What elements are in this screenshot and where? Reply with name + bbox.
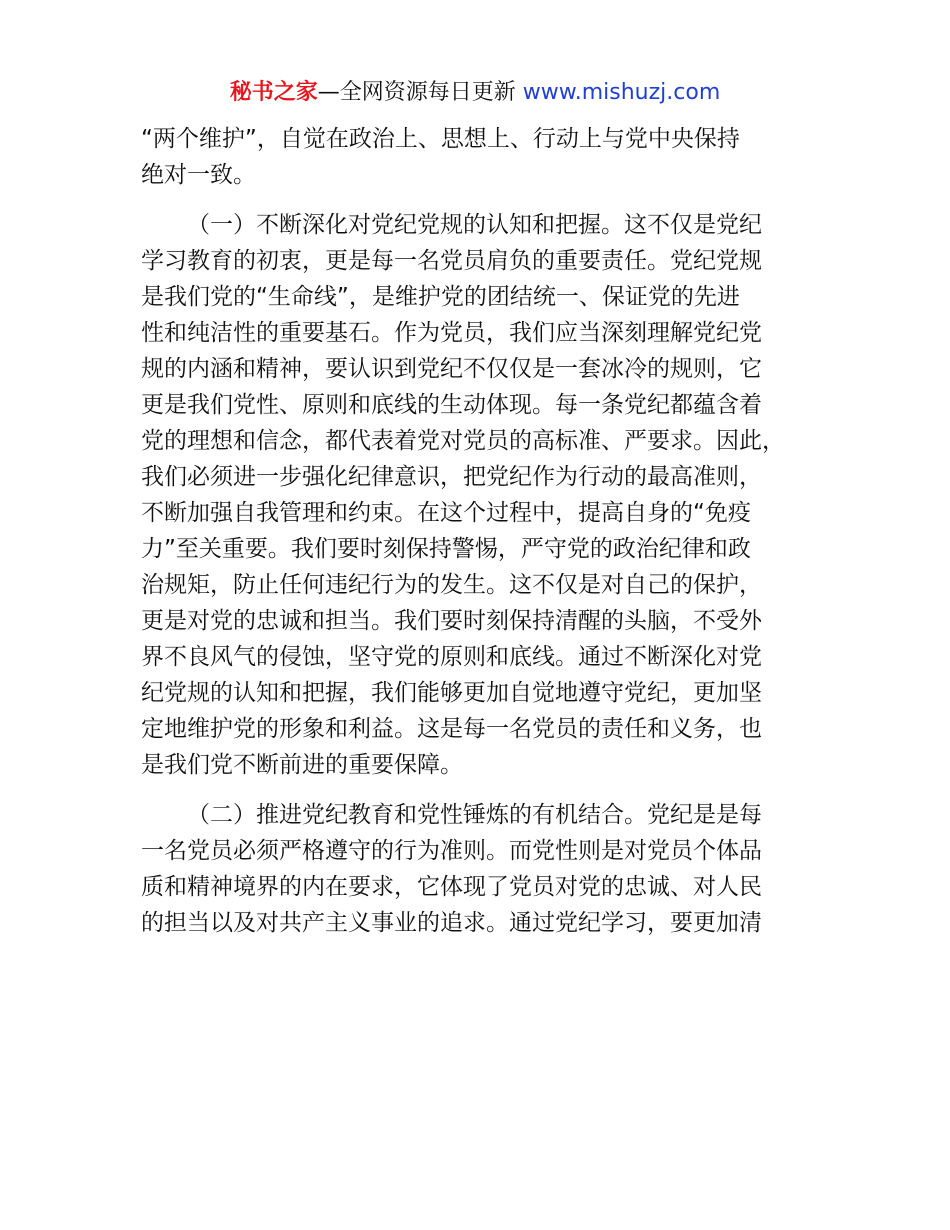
section-heading-line: （一）不断深化对党纪党规的认知和把握。这不仅是党纪 [187, 212, 762, 238]
site-tagline: —全网资源每日更新 [317, 80, 523, 105]
text-line: “两个维护”，自觉在政治上、思想上、行动上与党中央保持 [141, 126, 740, 152]
text-line: 质和精神境界的内在要求，它体现了党员对党的忠诚、对人民 [141, 874, 762, 900]
text-line: 是我们党不断前进的重要保障。 [141, 752, 463, 778]
text-line: 是我们党的“生命线”，是维护党的团结统一、保证党的先进 [141, 284, 740, 310]
text-line: 力”至关重要。我们要时刻保持警惕，严守党的政治纪律和政 [141, 536, 751, 562]
text-line: 党的理想和信念，都代表着党对党员的高标准、严要求。因此， [141, 428, 785, 454]
text-line: 绝对一致。 [141, 162, 256, 188]
text-line: 规的内涵和精神，要认识到党纪不仅仅是一套冰冷的规则，它 [141, 356, 762, 382]
site-header [0, 78, 950, 108]
paragraph-section-two [141, 797, 821, 941]
text-line: 定地维护党的形象和利益。这是每一名党员的责任和义务，也 [141, 716, 762, 742]
text-line: 性和纯洁性的重要基石。作为党员，我们应当深刻理解党纪党 [141, 320, 762, 346]
text-line: 治规矩，防止任何违纪行为的发生。这不仅是对自己的保护， [141, 572, 762, 598]
document-body [141, 121, 821, 941]
paragraph-intro [141, 121, 821, 193]
section-heading-line: （二）推进党纪教育和党性锤炼的有机结合。党纪是是每 [187, 802, 762, 828]
text-line: 的担当以及对共产主义事业的追求。通过党纪学习，要更加清 [141, 910, 762, 936]
text-line: 界不良风气的侵蚀，坚守党的原则和底线。通过不断深化对党 [141, 644, 762, 670]
text-line: 纪党规的认知和把握，我们能够更加自觉地遵守党纪，更加坚 [141, 680, 762, 706]
text-line: 更是我们党性、原则和底线的生动体现。每一条党纪都蕴含着 [141, 392, 762, 418]
text-line: 学习教育的初衷，更是每一名党员肩负的重要责任。党纪党规 [141, 248, 762, 274]
site-brand: 秘书之家 [229, 80, 318, 105]
paragraph-section-one [141, 207, 821, 783]
text-line: 一名党员必须严格遵守的行为准则。而党性则是对党员个体品 [141, 838, 762, 864]
text-line: 不断加强自我管理和约束。在这个过程中，提高自身的“免疫 [141, 500, 751, 526]
text-line: 我们必须进一步强化纪律意识，把党纪作为行动的最高准则， [141, 464, 762, 490]
site-url-link[interactable]: www.mishuzj.com [522, 80, 721, 105]
text-line: 更是对党的忠诚和担当。我们要时刻保持清醒的头脑，不受外 [141, 608, 762, 634]
